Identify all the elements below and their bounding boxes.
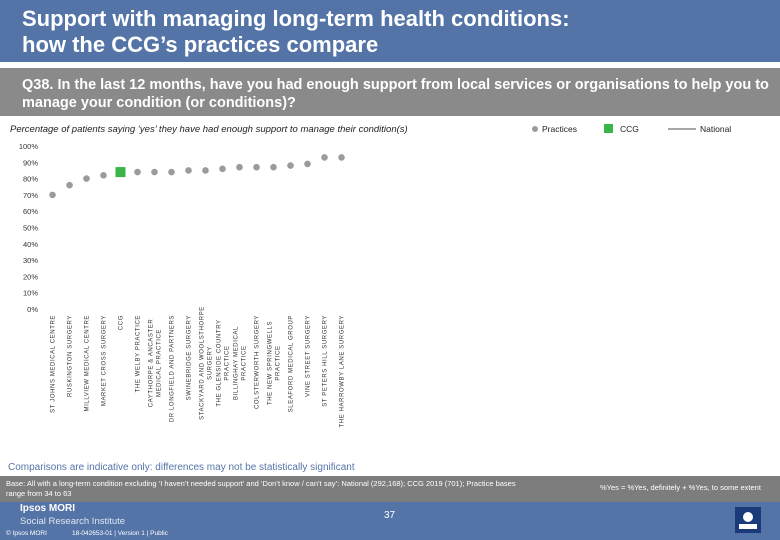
y-tick-label: 10% — [22, 288, 38, 298]
practice-point — [321, 154, 328, 161]
y-tick-label: 20% — [22, 272, 38, 282]
ccg-point — [116, 167, 126, 177]
category-label — [68, 315, 74, 397]
practice-point — [219, 166, 226, 173]
category-label — [306, 315, 312, 397]
practice-point — [253, 164, 260, 171]
y-tick-label: 40% — [22, 239, 38, 249]
category-label — [85, 315, 91, 411]
title-line-2: how the CCG’s practices compare — [22, 32, 379, 57]
ipsos-mori-logo: Ipsos MORI — [20, 503, 76, 514]
category-label-line: PRACTICE — [224, 345, 231, 381]
category-label — [200, 306, 214, 420]
category-label-line: THE WELBY PRACTICE — [135, 315, 142, 393]
question-text: Q38. In the last 12 months, have you had enough support from local services or organisations to help you to manage your condition (or conditions)? — [22, 77, 769, 111]
legend-national-label: National — [700, 124, 732, 134]
category-label-line: MILLVIEW MEDICAL CENTRE — [84, 315, 91, 412]
category-label-line: SLEAFORD MEDICAL GROUP — [288, 315, 295, 413]
practice-point — [49, 192, 56, 199]
practice-point — [185, 167, 192, 174]
practice-point — [66, 182, 73, 189]
category-label-line: CCG — [118, 315, 125, 331]
category-label-line: SURGERY — [207, 346, 214, 380]
logo-subtitle: Social Research Institute — [20, 516, 126, 527]
legend-national-line — [668, 128, 696, 130]
category-label — [323, 315, 329, 407]
category-label-line: THE NEW SPRINGWELLS — [267, 320, 274, 406]
title-line-1: Support with managing long-term health conditions: — [22, 6, 570, 31]
category-label — [268, 321, 282, 405]
category-label — [340, 315, 346, 427]
practice-point — [151, 169, 158, 176]
y-tick-label: 100% — [18, 142, 38, 151]
category-label-line: PRACTICE — [241, 345, 248, 381]
y-tick-label: 70% — [22, 190, 38, 200]
category-label-line: MEDICAL PRACTICE — [156, 328, 163, 398]
category-label-line: SWINEBRIDGE SURGERY — [186, 315, 193, 401]
y-tick-label: 50% — [22, 223, 38, 233]
practice-point — [168, 169, 175, 176]
ipsos-icon — [735, 507, 761, 533]
practice-point — [134, 169, 141, 176]
category-label-line: RUSKINGTON SURGERY — [67, 315, 74, 397]
practice-point — [287, 162, 294, 169]
category-label-line: VINE STREET SURGERY — [305, 315, 312, 397]
y-tick-label: 80% — [22, 174, 38, 184]
base-note: Base: All with a long-term condition excluding ‘I haven’t needed support’ and ‘Don’t know / can’t say’: National (292,168); CCG 2019 (701); Practice bases range from 34 to 63 — [6, 479, 516, 498]
y-tick-label: 60% — [22, 207, 38, 217]
category-label — [51, 315, 57, 413]
category-label — [234, 326, 248, 400]
category-label — [255, 315, 261, 409]
category-label — [289, 315, 295, 412]
category-label-line: STACKYARD AND WOOLSTHORPE — [199, 306, 206, 420]
scatter-chart — [0, 136, 780, 460]
category-label — [119, 315, 125, 330]
y-tick-label: 90% — [22, 158, 38, 168]
practice-point — [100, 172, 107, 179]
category-label-line: MARKET CROSS SURGERY — [101, 315, 108, 407]
category-label-line: BILLINGHAY MEDICAL — [233, 326, 240, 400]
category-label-line: DR LONGFIELD AND PARTNERS — [169, 315, 176, 423]
category-label — [170, 315, 176, 422]
category-label-line: ST JOHNS MEDICAL CENTRE — [50, 315, 57, 413]
legend-ccg-marker — [604, 124, 613, 133]
category-label-line: ST PETERS HILL SURGERY — [322, 315, 329, 407]
page-number: 37 — [384, 510, 396, 521]
category-label-line: PRACTICE — [275, 345, 282, 381]
yes-definition: %Yes = %Yes, definitely + %Yes, to some extent — [600, 483, 761, 492]
practice-point — [304, 161, 311, 168]
comparison-note: Comparisons are indicative only: differences may not be statistically significant — [8, 462, 355, 473]
copyright-text: © Ipsos MORI — [6, 530, 47, 537]
chart-subtitle: Percentage of patients saying ‘yes’ they have had enough support to manage their condition(s) — [10, 124, 408, 135]
y-tick-label: 30% — [22, 256, 38, 266]
category-label — [136, 315, 142, 392]
practice-point — [83, 175, 90, 182]
category-label — [102, 315, 108, 406]
practice-point — [270, 164, 277, 171]
category-label-line: COLSTERWORTH SURGERY — [254, 315, 261, 410]
category-label — [149, 319, 163, 408]
practice-point — [236, 164, 243, 171]
legend-practices-label: Practices — [542, 124, 577, 134]
page-title — [22, 6, 762, 58]
category-label — [187, 315, 193, 400]
category-label — [217, 319, 231, 406]
practice-point — [202, 167, 209, 174]
category-label-line: THE HARROWBY LANE SURGERY — [339, 315, 346, 428]
category-label-line: THE GLENSIDE COUNTRY — [216, 319, 223, 407]
y-tick-label: 0% — [27, 305, 38, 314]
job-reference: 18-042653-01 | Version 1 | Public — [72, 530, 168, 537]
practice-point — [338, 154, 345, 161]
legend-ccg-label: CCG — [620, 124, 639, 134]
legend-practice-marker — [532, 126, 538, 132]
category-label-line: CAYTHORPE & ANCASTER — [148, 318, 155, 408]
